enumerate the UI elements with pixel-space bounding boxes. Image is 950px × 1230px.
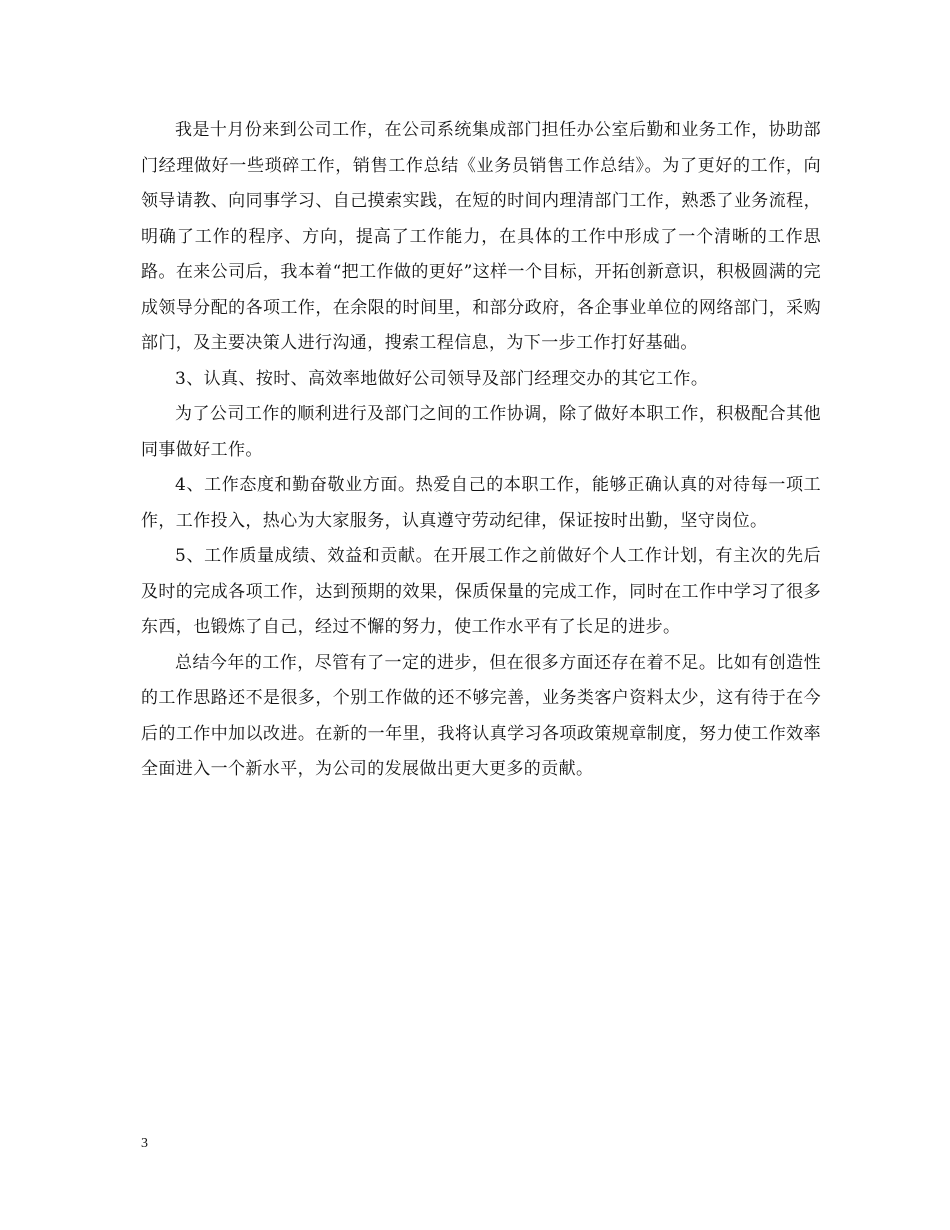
paragraph-3: 为了公司工作的顺利进行及部门之间的工作协调，除了做好本职工作，积极配合其他同事做好工作。 bbox=[141, 404, 821, 460]
paragraph-5: 5、工作质量成绩、效益和贡献。在开展工作之前做好个人工作计划，有主次的先后及时的完成各项工作，达到预期的效果，保质保量的完成工作，同时在工作中学习了很多东西，也锻炼了自己，经过不懈的努力，使工作水平有了长足的进步。 bbox=[141, 546, 821, 637]
paragraph-1: 我是十月份来到公司工作，在公司系统集成部门担任办公室后勤和业务工作，协助部门经理做好一些琐碎工作，销售工作总结《业务员销售工作总结》。为了更好的工作，向领导请教、向同事学习、自己摸索实践，在短的时间内理清部门工作，熟悉了业务流程，明确了工作的程序、方向，提高了工作能力，在具体的工作中形成了一个清晰的工作思路。在来公司后，我本着“把工作做的更好”这样一个目标，开拓创新意识，积极圆满的完成领导分配的各项工作，在余限的时间里，和部分政府，各企事业单位的网络部门，采购部门，及主要决策人进行沟通，搜索工程信息，为下一步工作打好基础。 bbox=[141, 120, 821, 353]
page-number: 3 bbox=[141, 1136, 148, 1151]
paragraph-6: 总结今年的工作，尽管有了一定的进步，但在很多方面还存在着不足。比如有创造性的工作思路还不是很多，个别工作做的还不够完善，业务类客户资料太少，这有待于在今后的工作中加以改进。在新的一年里，我将认真学习各项政策规章制度，努力使工作效率全面进入一个新水平，为公司的发展做出更大更多的贡献。 bbox=[141, 652, 821, 779]
paragraph-2: 3、认真、按时、高效率地做好公司领导及部门经理交办的其它工作。 bbox=[175, 368, 709, 389]
document-body bbox=[141, 113, 821, 788]
paragraph-4: 4、工作态度和勤奋敬业方面。热爱自己的本职工作，能够正确认真的对待每一项工作，工作投入，热心为大家服务，认真遵守劳动纪律，保证按时出勤，坚守岗位。 bbox=[141, 475, 821, 531]
